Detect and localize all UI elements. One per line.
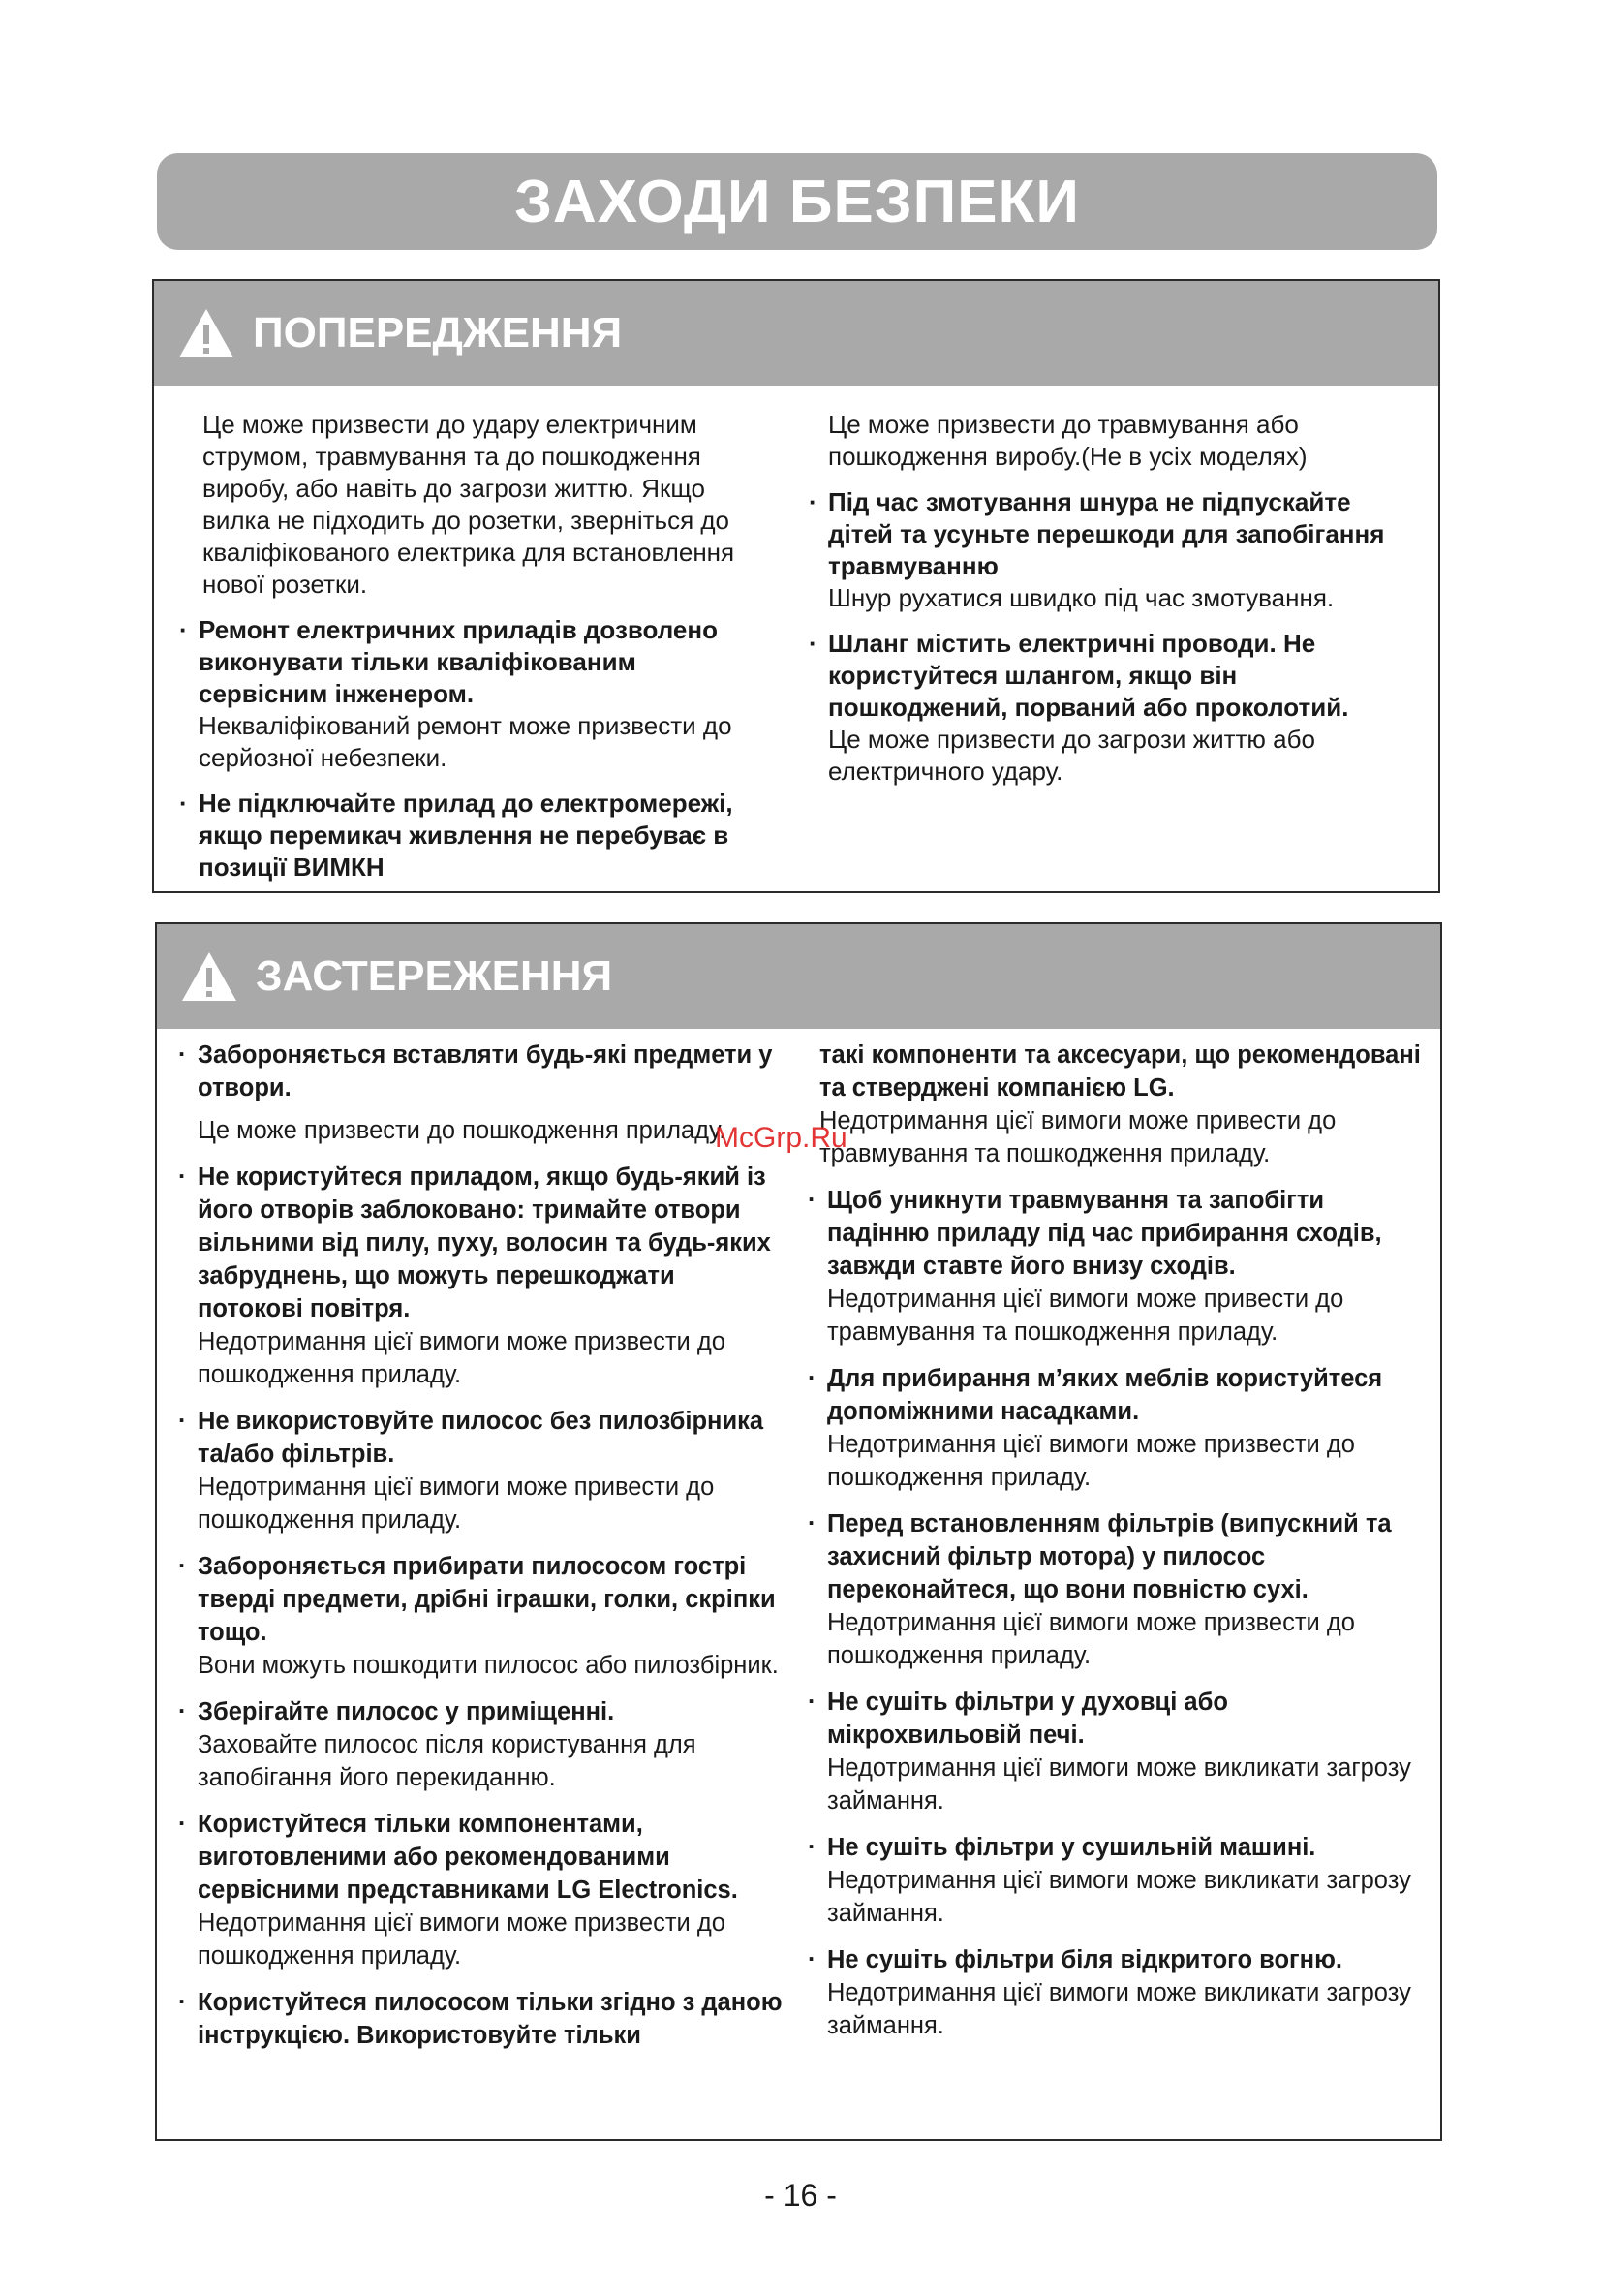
- list-item: · Зберігайте пилосос у приміщенні. Заховайте пилосос після користування для запобігання його перекиданню.: [176, 1695, 786, 1794]
- bullet-icon: ·: [808, 1689, 816, 1716]
- list-item: · Шланг містить електричні проводи. Не користуйтеся шлангом, якщо він пошкоджений, порваний або проколотий. Це може призвести до загрози життю або електричного удару.: [809, 629, 1349, 786]
- warning-triangle-icon: [180, 950, 238, 1003]
- page-number: - 16 -: [764, 2178, 837, 2213]
- bullet-icon: ·: [808, 1834, 816, 1861]
- bullet-icon: ·: [808, 1187, 816, 1214]
- list-item: · Не використовуйте пилосос без пилозбірника та/або фільтрів. Недотримання цієї вимоги може привести до пошкодження приладу.: [176, 1405, 786, 1536]
- caution-box: [155, 922, 1442, 2141]
- list-item: · Не підключайте прилад до електромережі, якщо перемикач живлення не перебуває в позиції ВИМКН: [179, 789, 733, 882]
- title-bar: [157, 153, 1437, 250]
- list-item: Це може призвести до травмування або пошкодження виробу.(Не в усіх моделях): [828, 410, 1308, 471]
- list-item: · Під час змотування шнура не підпускайте дітей та усуньте перешкоди для запобігання травмуванню Шнур рухатися швидко під час змотування.: [809, 487, 1385, 612]
- warning-right-column: [807, 409, 1407, 801]
- list-item: такі компоненти та аксесуари, що рекомендовані та стверджені компанією LG. Недотримання цієї вимоги може привести до травмування та пошкодження приладу.: [819, 1041, 1421, 1167]
- list-item: · Не сушіть фільтри біля відкритого вогню. Недотримання цієї вимоги може викликати загрозу займання.: [806, 1943, 1426, 2042]
- warning-heading: ПОПЕРЕДЖЕННЯ: [253, 309, 623, 357]
- list-item: · Не користуйтеся приладом, якщо будь-який із його отворів заблоковано: тримайте отвори вільними від пилу, пуху, волосин та будь-яких забруднень, що можуть перешкоджати потокові повітря. Недотримання цієї вимоги може призвести до пошкодження приладу.: [176, 1161, 786, 1391]
- bullet-icon: ·: [178, 1041, 187, 1069]
- bullet-icon: ·: [179, 789, 188, 818]
- caution-left-column: [176, 1039, 786, 2065]
- bullet-icon: ·: [178, 1553, 187, 1580]
- list-item: Це може призвести до удару електричним струмом, травмування та до пошкодження виробу, або навіть до загрози життю. Якщо вилка не підходить до розетки, зверніться до кваліфікованого електрика для встановлення нової розетки.: [202, 410, 735, 599]
- bullet-icon: ·: [178, 1164, 187, 1191]
- warning-header: [154, 281, 1438, 386]
- list-item: · Не сушіть фільтри у сушильній машині. Недотримання цієї вимоги може викликати загрозу займання.: [806, 1831, 1426, 1930]
- list-item: · Для прибирання м’яких меблів користуйтеся допоміжними насадками. Недотримання цієї вимоги може призвести до пошкодження приладу.: [806, 1362, 1426, 1494]
- bullet-icon: ·: [178, 1408, 187, 1435]
- caution-right-column: [806, 1039, 1426, 2056]
- list-item: · Ремонт електричних приладів дозволено виконувати тільки кваліфікованим сервісним інженером. Некваліфікований ремонт може призвести до серйозної небезпеки.: [179, 615, 732, 772]
- bullet-icon: ·: [809, 629, 817, 658]
- bullet-icon: ·: [178, 1989, 187, 2016]
- bullet-icon: ·: [178, 1698, 187, 1725]
- warning-left-column: [177, 409, 758, 897]
- warning-triangle-icon: [177, 307, 235, 359]
- page-title: ЗАХОДИ БЕЗПЕКИ: [514, 168, 1080, 235]
- list-item: · Щоб уникнути травмування та запобігти падінню приладу під час прибирання сходів, завжди ставте його внизу сходів. Недотримання цієї вимоги може привести до травмування та пошкодження приладу.: [806, 1184, 1426, 1349]
- bullet-icon: ·: [808, 1510, 816, 1537]
- list-item: · Користуйтеся тільки компонентами, виготовленими або рекомендованими сервісними представниками LG Electronics. Недотримання цієї вимоги може призвести до пошкодження приладу.: [176, 1808, 786, 1972]
- caution-heading: ЗАСТЕРЕЖЕННЯ: [256, 952, 613, 1000]
- list-item: · Забороняється вставляти будь-які предмети у отвори. Це може призвести до пошкодження приладу.: [176, 1039, 786, 1147]
- warning-box: [152, 279, 1440, 893]
- bullet-icon: ·: [808, 1946, 816, 1973]
- list-item: · Користуйтеся пилососом тільки згідно з даною інструкцією. Використовуйте тільки: [176, 1986, 786, 2052]
- bullet-icon: ·: [809, 487, 817, 516]
- caution-header: [157, 924, 1440, 1029]
- list-item: · Перед встановленням фільтрів (випускний та захисний фільтр мотора) у пилосос переконайтеся, що вони повністю сухі. Недотримання цієї вимоги може призвести до пошкодження приладу.: [806, 1507, 1426, 1672]
- list-item: · Не сушіть фільтри у духовці або мікрохвильовій печі. Недотримання цієї вимоги може викликати загрозу займання.: [806, 1686, 1426, 1817]
- bullet-icon: ·: [179, 615, 188, 644]
- bullet-icon: ·: [178, 1811, 187, 1838]
- bullet-icon: ·: [808, 1365, 816, 1392]
- list-item: · Забороняється прибирати пилососом гострі тверді предмети, дрібні іграшки, голки, скріпки тощо. Вони можуть пошкодити пилосос або пилозбірник.: [176, 1550, 786, 1682]
- watermark: McGrp.Ru: [715, 1122, 847, 1154]
